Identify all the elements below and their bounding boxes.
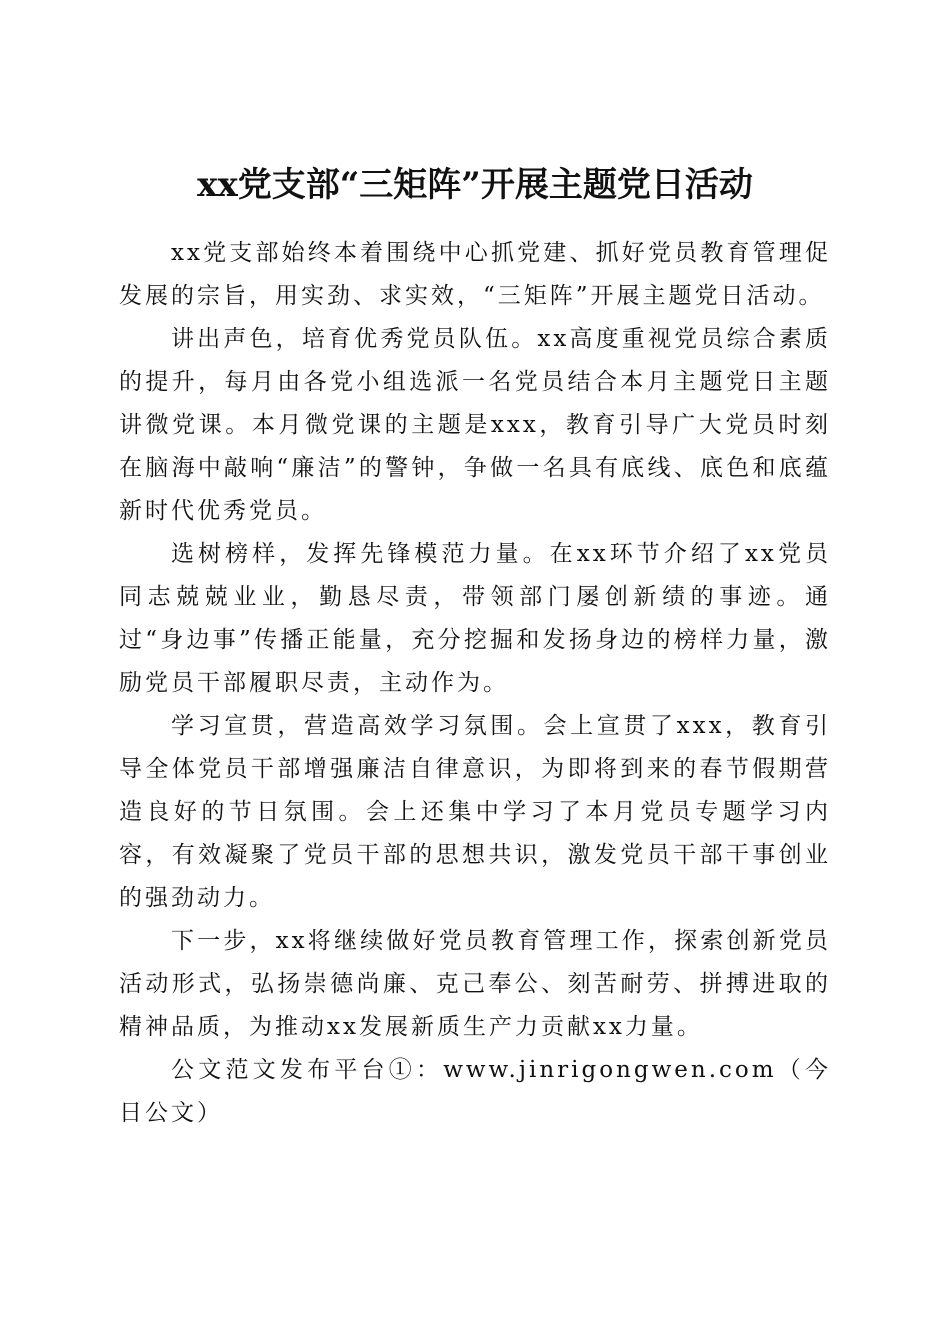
paragraph-intro: xx党支部始终本着围绕中心抓党建、抓好党员教育管理促发展的宗旨，用实劲、求实效，“三矩阵”开展主题党日活动。: [119, 240, 831, 309]
document-title: xx党支部“三矩阵”开展主题党日活动: [197, 164, 753, 205]
paragraph-next-step: 下一步，xx将继续做好党员教育管理工作，探索创新党员活动形式，弘扬崇德尚廉、克己奉公、刻苦耐劳、拼搏进取的精神品质，为推动xx发展新质生产力贡献xx力量。: [119, 928, 831, 1040]
paragraph-micro-lecture: 讲出声色，培育优秀党员队伍。xx高度重视党员综合素质的提升，每月由各党小组选派一名党员结合本月主题党日主题讲微党课。本月微党课的主题是xxx，教育引导广大党员时刻在脑海中敲响“廉洁”的警钟，争做一名具有底线、底色和底蕴新时代优秀党员。: [119, 326, 831, 524]
paragraph-study: 学习宣贯，营造高效学习氛围。会上宣贯了xxx，教育引导全体党员干部增强廉洁自律意识，为即将到来的春节假期营造良好的节日氛围。会上还集中学习了本月党员专题学习内容，有效凝聚了党员干部的思想共识，激发党员干部干事创业的强劲动力。: [119, 713, 831, 911]
document-body: [119, 232, 831, 1135]
paragraph-role-models: 选树榜样，发挥先锋模范力量。在xx环节介绍了xx党员同志兢兢业业，勤恳尽责，带领部门屡创新绩的事迹。通过“身边事”传播正能量，充分挖掘和发扬身边的榜样力量，激励党员干部履职尽责，主动作为。: [119, 541, 831, 696]
paragraph-source-note: 公文范文发布平台①：www.jinrigongwen.com（今日公文）: [119, 1057, 831, 1126]
